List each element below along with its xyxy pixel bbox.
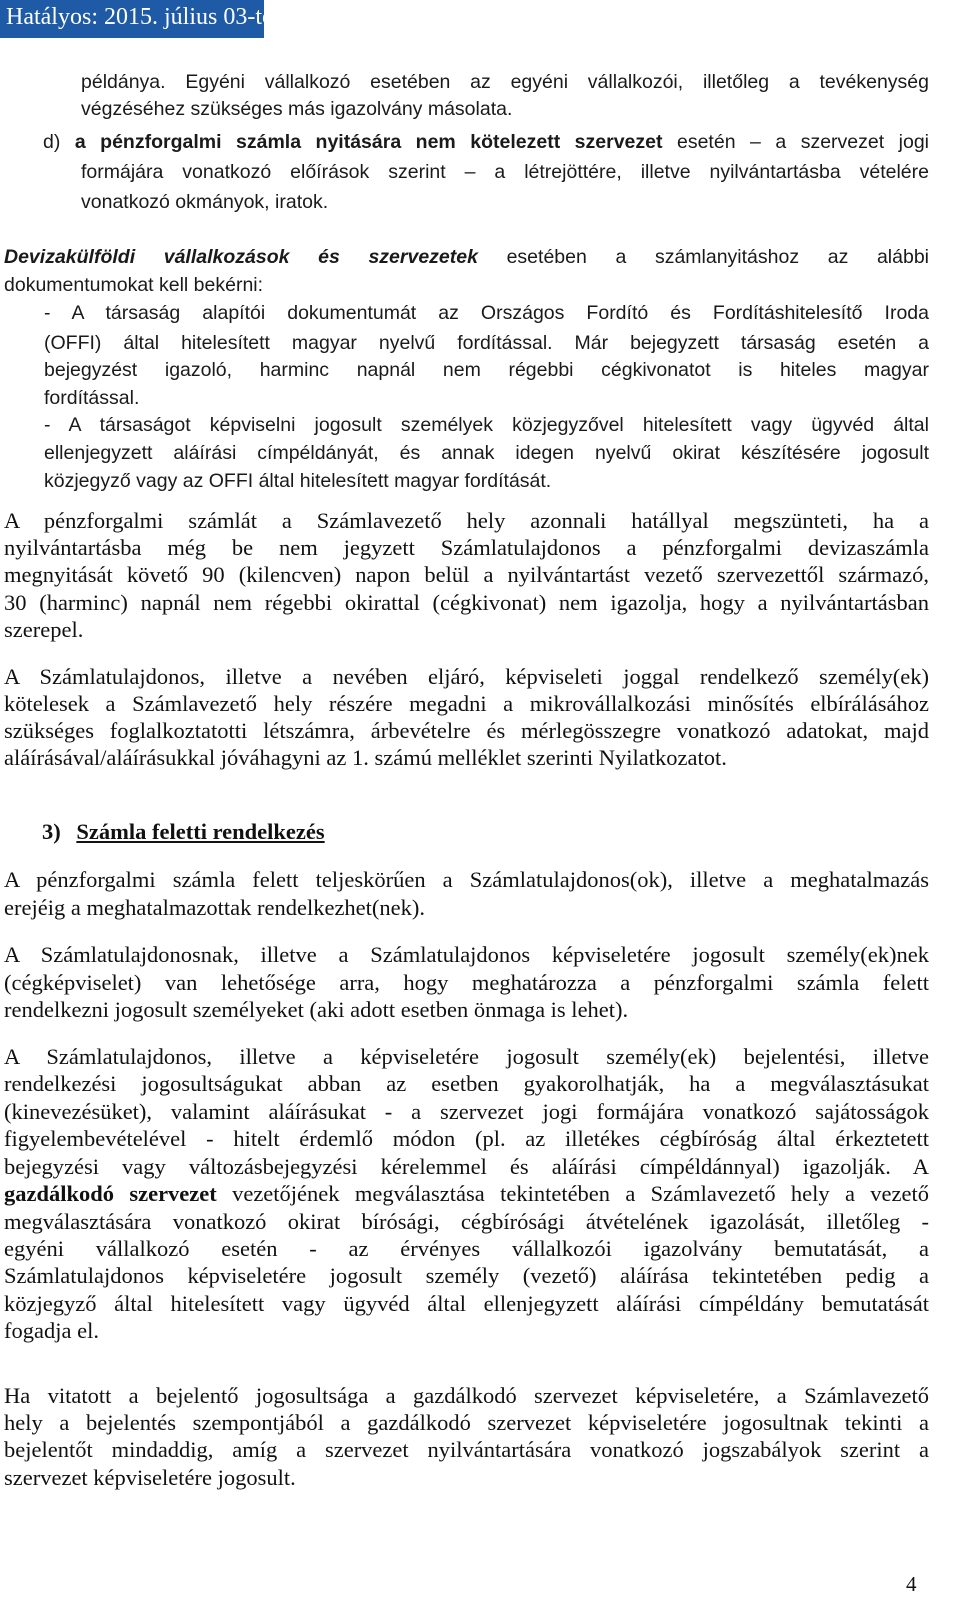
foreign-bullet-2-line-1: - A társaságot képviselni jogosult személyek közjegyzővel hitelesített vagy ügyvéd által <box>44 414 929 436</box>
foreign-bullet-1-line-3: bejegyzést igazoló, harminc napnál nem régebbi cégkivonatot is hiteles magyar <box>44 359 929 381</box>
foreign-bullet-2-line-2: ellenjegyzett aláírási címpéldányát, és annak idegen nyelvű okirat készítésére jogosult <box>44 442 929 464</box>
foreign-line-2: dokumentumokat kell bekérni: <box>4 274 264 296</box>
validity-banner <box>0 0 281 38</box>
paragraph-3-line-2: erejéig a meghatalmazottak rendelkezhet(nek). <box>4 895 426 920</box>
paragraph-5-line-4: figyelembevételével - hitelt érdemlő módon (pl. az illetékes cégbíróság által érkeztetett <box>4 1126 929 1151</box>
paragraph-1-line-2: nyilvántartásba még be nem jegyzett Számlatulajdonos a pénzforgalmi devizaszámla <box>4 535 929 560</box>
paragraph-1-line-3: megnyitását követő 90 (kilencven) napon belül a nyilvántartást vezető szervezettől származó, <box>4 562 929 587</box>
intro-line-5: vonatkozó okmányok, iratok. <box>81 191 329 213</box>
paragraph-2-line-4: aláírásával/aláírásukkal jóváhagyni az 1. számú melléklet szerinti Nyilatkozatot. <box>4 745 727 770</box>
foreign-bullet-1-line-2b: Már bejegyzett társaság esetén a <box>552 332 929 354</box>
foreign-bullet-1-line-2 <box>44 331 929 355</box>
paragraph-4-line-3: rendelkezni jogosult személyeket (aki adott esetben önmaga is lehet). <box>4 997 629 1022</box>
paragraph-2-line-1: A Számlatulajdonos, illetve a nevében eljáró, képviseleti joggal rendelkező személy(ek) <box>4 664 929 689</box>
paragraph-1-line-4: 30 (harminc) napnál nem régebbi okirattal (cégkivonat) nem igazolja, hogy a nyilvántartásban <box>4 590 929 615</box>
intro-line-2: végzéséhez szükséges más igazolvány másolata. <box>81 98 513 120</box>
foreign-heading-line <box>4 245 929 269</box>
paragraph-5-line-9: Számlatulajdonos képviseletére jogosult személy (vezető) aláírása tekintetében pedig a <box>4 1263 929 1288</box>
foreign-heading-emphasis: Devizakülföldi vállalkozások és szervezetek <box>4 246 478 268</box>
list-item-d-bold: a pénzforgalmi számla nyitására nem kötelezett szervezet <box>74 131 663 153</box>
intro-line-1: példánya. Egyéni vállalkozó esetében az egyéni vállalkozói, illetőleg a tevékenység <box>81 71 929 93</box>
paragraph-4-line-1: A Számlatulajdonosnak, illetve a Számlatulajdonos képviseletére jogosult személy(ek)nek <box>4 942 929 967</box>
paragraph-5-line-5: bejegyzési vagy változásbejegyzési kérelemmel és aláírási címpéldánnyal) igazolják. A <box>4 1154 929 1179</box>
paragraph-5-line-1: A Számlatulajdonos, illetve a képviseletére jogosult személy(ek) bejelentési, illetve <box>4 1044 929 1069</box>
paragraph-5-line-6 <box>4 1181 929 1207</box>
foreign-bullet-1-line-1: - A társaság alapítói dokumentumát az Országos Fordító és Fordításhitelesítő Iroda <box>44 302 929 324</box>
list-item-d <box>43 130 929 154</box>
paragraph-5-bold-term: gazdálkodó szervezet <box>4 1181 217 1206</box>
validity-label: Hatályos: 2015. július 03-tól <box>6 4 281 30</box>
paragraph-3-line-1: A pénzforgalmi számla felett teljeskörűen a Számlatulajdonos(ok), illetve a meghatalmazás <box>4 867 929 892</box>
paragraph-2-line-3: szükséges foglalkoztatotti létszámra, árbevételre és mérlegösszegre vonatkozó adatokat, majd <box>4 718 929 743</box>
list-item-d-rest: esetén – a szervezet jogi <box>662 131 929 153</box>
list-item-d-prefix: d) <box>43 131 75 153</box>
paragraph-6-line-3: bejelentőt mindaddig, amíg a szervezet nyilvántartására vonatkozó jogszabályok szerint a <box>4 1437 929 1462</box>
section-3-number: 3) <box>42 819 61 844</box>
paragraph-5-line-8: egyéni vállalkozó esetén - az érvényes vállalkozói igazolvány bemutatását, a <box>4 1236 929 1261</box>
section-3-heading <box>42 819 325 845</box>
paragraph-5-line-10: közjegyző által hitelesített vagy ügyvéd által ellenjegyzett aláírási címpéldány bemutatását <box>4 1291 929 1316</box>
paragraph-4-line-2: (cégképviselet) van lehetősége arra, hogy meghatározza a pénzforgalmi számla felett <box>4 970 929 995</box>
foreign-heading-rest: esetében a számlanyitáshoz az alábbi <box>477 246 929 268</box>
paragraph-6-line-4: szervezet képviseletére jogosult. <box>4 1465 296 1490</box>
paragraph-5-line-2: rendelkezési jogosultságukat abban az esetben gyakorolhatják, ha a megválasztásukat <box>4 1071 929 1096</box>
paragraph-6-line-1: Ha vitatott a bejelentő jogosultsága a gazdálkodó szervezet képviseletére, a Számlavezető <box>4 1383 929 1408</box>
paragraph-1-line-1: A pénzforgalmi számlát a Számlavezető hely azonnali hatállyal megszünteti, ha a <box>4 508 929 533</box>
page-number: 4 <box>906 1572 917 1596</box>
foreign-bullet-1-line-4: fordítással. <box>44 387 140 409</box>
paragraph-5-line-6-rest: vezetőjének megválasztása tekintetében a Számlavezető hely a vezető <box>216 1181 929 1206</box>
intro-line-4: formájára vonatkozó előírások szerint – a létrejöttére, illetve nyilvántartásba vételére <box>81 161 929 183</box>
paragraph-6-line-2: hely a bejelentés szempontjából a gazdálkodó szervezet képviseletére jogosultnak tekinti a <box>4 1410 929 1435</box>
section-3-title: Számla feletti rendelkezés <box>76 819 325 844</box>
paragraph-5-line-3: (kinevezésüket), valamint aláírásukat - a szervezet jogi formájára vonatkozó sajátosságok <box>4 1099 929 1124</box>
paragraph-2-line-2: kötelesek a Számlavezető hely részére megadni a mikrovállalkozási minősítés elbírálásához <box>4 691 929 716</box>
paragraph-1-line-5: szerepel. <box>4 617 84 642</box>
paragraph-5-line-11: fogadja el. <box>4 1318 99 1343</box>
paragraph-5-line-7: megválasztására vonatkozó okirat bírósági, cégbírósági átvételének igazolását, illetőleg - <box>4 1209 929 1234</box>
foreign-bullet-2-line-3: közjegyző vagy az OFFI által hitelesített magyar fordítását. <box>44 470 552 492</box>
foreign-bullet-1-line-2a: (OFFI) által hitelesített magyar nyelvű fordítással. <box>44 332 553 354</box>
